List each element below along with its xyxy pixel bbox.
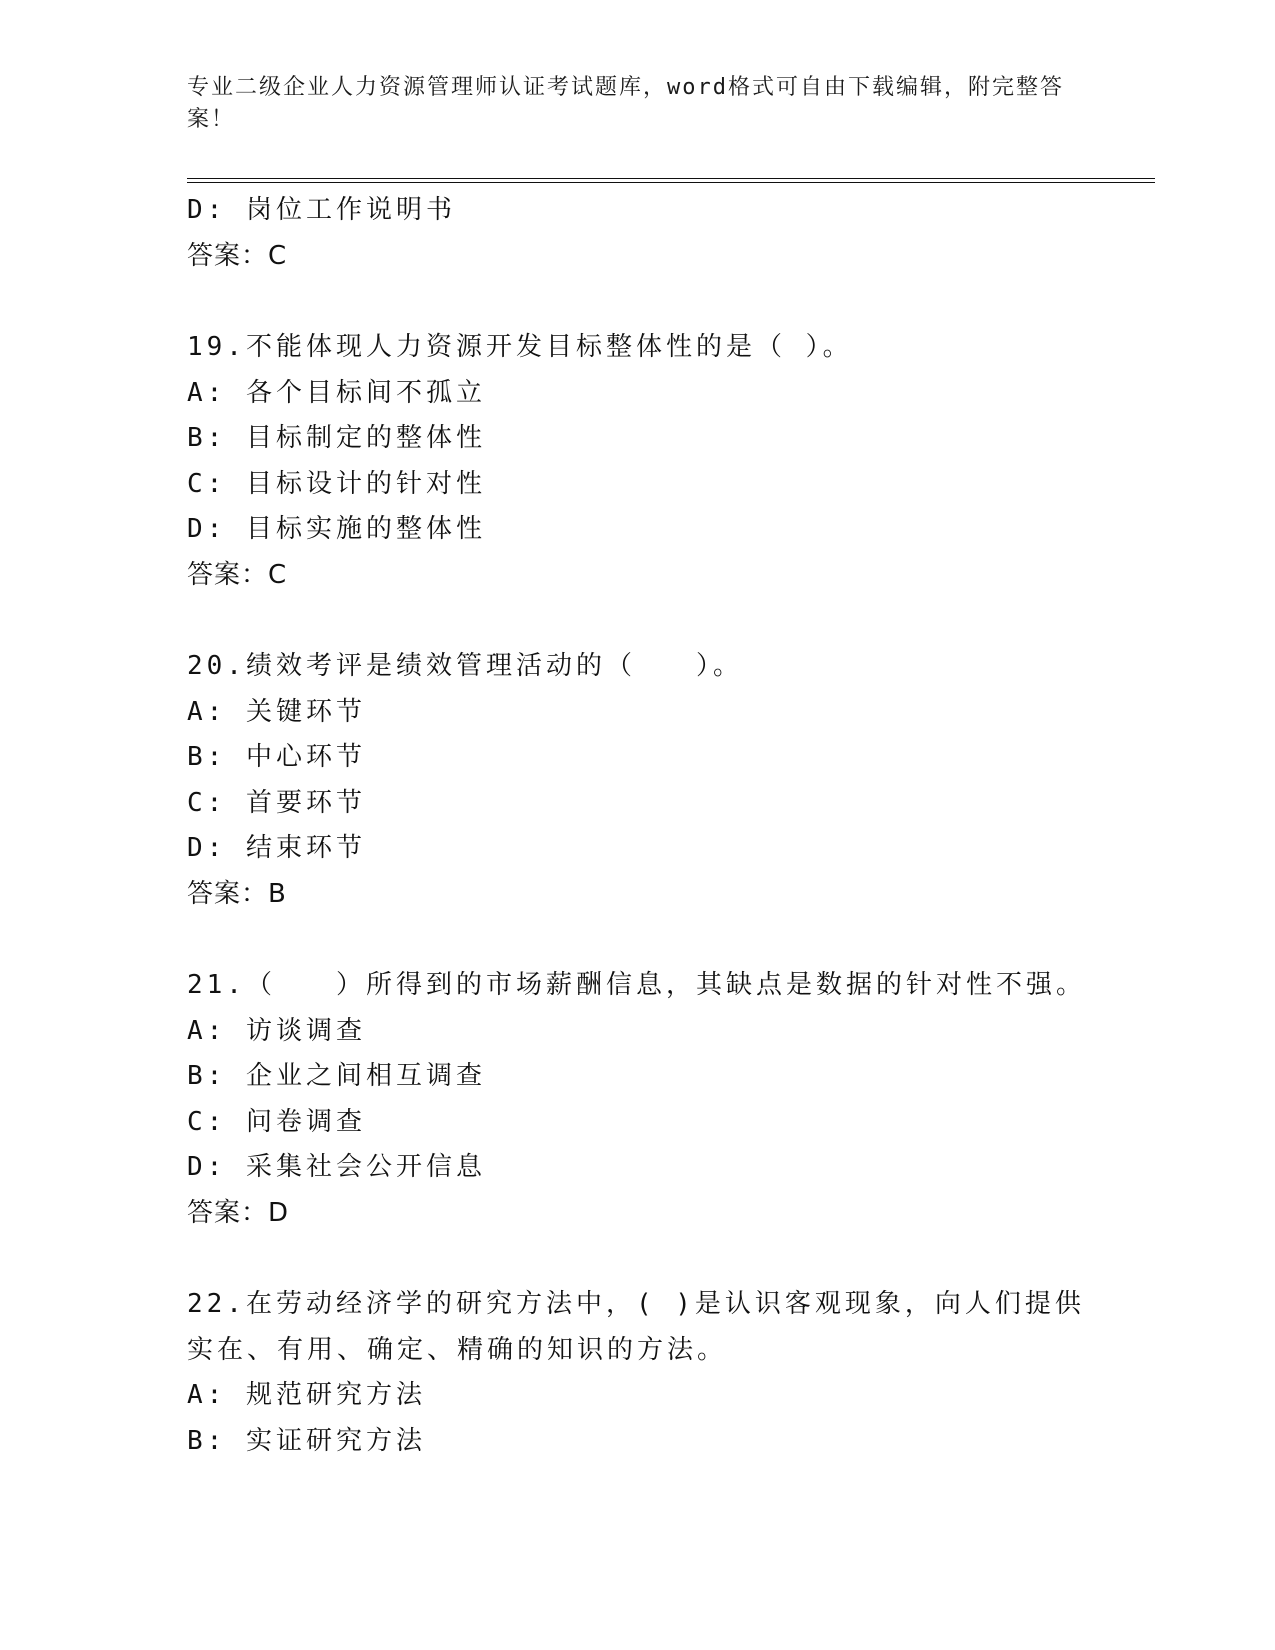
question-stem: 19.不能体现人力资源开发目标整体性的是（ ）。 xyxy=(187,332,853,362)
option-d: D: 岗位工作说明书 xyxy=(187,195,456,225)
option-b: B: 目标制定的整体性 xyxy=(187,423,486,453)
question-stem: 20.绩效考评是绩效管理活动的（ ）。 xyxy=(187,651,743,681)
option-b: B: 企业之间相互调查 xyxy=(187,1061,486,1091)
document-header: 专业二级企业人力资源管理师认证考试题库，word格式可自由下载编辑，附完整答案！ xyxy=(187,75,1064,132)
option-a: A: 各个目标间不孤立 xyxy=(187,377,486,408)
question-list xyxy=(187,188,1087,1464)
previous-question-tail xyxy=(187,188,1087,279)
question-20 xyxy=(187,644,1087,917)
option-d: D: 结束环节 xyxy=(187,833,366,863)
option-a: A: 关键环节 xyxy=(187,696,366,727)
option-a: A: 规范研究方法 xyxy=(187,1380,426,1410)
option-b: B: 中心环节 xyxy=(187,742,366,772)
question-stem: 21.（ ）所得到的市场薪酬信息，其缺点是数据的针对性不强。 xyxy=(187,970,1086,1000)
option-d: D: 采集社会公开信息 xyxy=(187,1152,486,1182)
option-a: A: 访谈调查 xyxy=(187,1015,366,1046)
answer-line: 答案：D xyxy=(187,1197,290,1228)
option-c: C: 问卷调查 xyxy=(187,1106,366,1137)
header-divider-bottom xyxy=(187,182,1155,183)
option-b: B: 实证研究方法 xyxy=(187,1425,426,1456)
answer-line: 答案：C xyxy=(187,240,288,271)
question-stem: 22.在劳动经济学的研究方法中，( )是认识客观现象，向人们提供实在、有用、确定、精确的知识的方法。 xyxy=(187,1289,1085,1365)
question-22 xyxy=(187,1282,1087,1464)
answer-line: 答案：C xyxy=(187,559,288,590)
option-c: C: 首要环节 xyxy=(187,787,366,818)
answer-line: 答案：B xyxy=(187,878,287,909)
question-19 xyxy=(187,325,1087,598)
question-21 xyxy=(187,963,1087,1236)
header-divider-top xyxy=(187,178,1155,179)
option-d: D: 目标实施的整体性 xyxy=(187,514,486,544)
option-c: C: 目标设计的针对性 xyxy=(187,468,486,499)
